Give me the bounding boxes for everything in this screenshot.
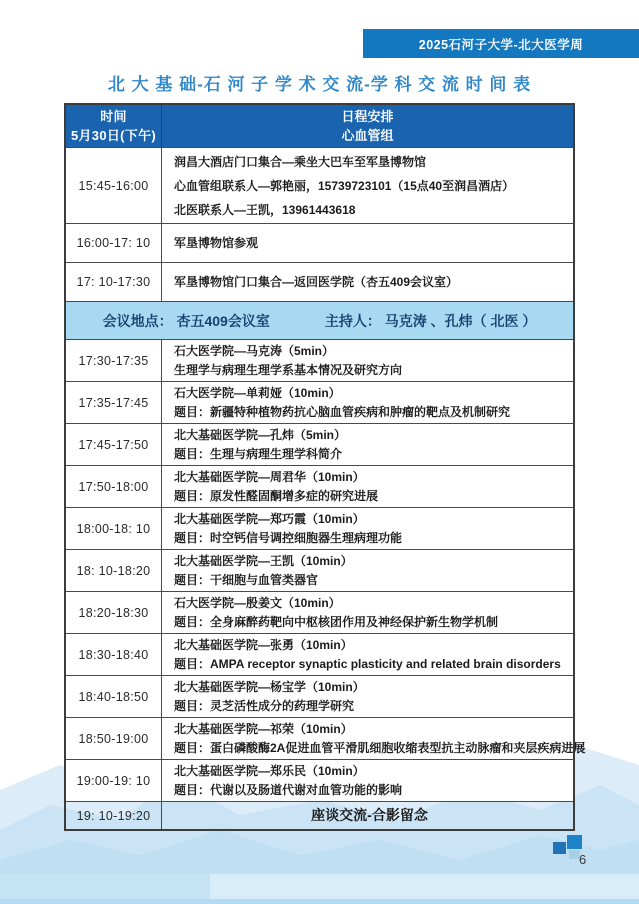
meeting-hosts: 主持人： 马克涛 、孔炜（ 北医 ） [324,312,537,329]
decor-square-bright [567,835,582,849]
schedule-row [66,801,573,829]
meeting-location: 会议地点： 杏五409会议室 [102,312,270,329]
schedule-line: 题目：灵芝活性成分的药理学研究 [174,698,355,713]
schedule-row [66,147,573,223]
row-time: 17:35-17:45 [66,382,162,423]
schedule-line: 北医联系人—王凯，13961443618 [174,202,356,217]
schedule-line: 题目：干细胞与血管类器官 [174,572,319,587]
schedule-line: 北大基础医学院—祁荣（10min） [174,721,353,736]
schedule-column-header [162,105,573,147]
page-number: 6 [579,852,587,867]
row-time: 19: 10-19:20 [66,802,162,829]
time-header-label: 时间 [100,109,127,124]
decor-square-mid [553,842,566,854]
schedule-row [66,633,573,675]
schedule-row [66,381,573,423]
schedule-header-label: 日程安排 [341,109,394,124]
footer-band-right [210,874,639,899]
schedule-line: 军垦博物馆门口集合—返回医学院（杏五409会议室） [174,274,459,289]
schedule-line: 题目：蛋白磷酸酶2A促进血管平滑肌细胞收缩表型抗主动脉瘤和夹层疾病进展 [174,740,586,755]
schedule-line: 北大基础医学院—周君华（10min） [174,469,365,484]
schedule-line: 军垦博物馆参观 [174,235,259,250]
schedule-line: 北大基础医学院—郑巧霞（10min） [174,511,365,526]
row-time: 17:45-17:50 [66,424,162,465]
time-header-date: 5月30日(下午) [70,128,157,143]
schedule-table [64,103,586,831]
schedule-row [66,591,573,633]
schedule-row [66,423,573,465]
meeting-info-row [66,301,573,339]
schedule-line: 题目：新疆特种植物药抗心脑血管疾病和肿瘤的靶点及机制研究 [174,404,511,419]
row-time: 16:00-17: 10 [66,224,162,262]
row-time: 18:40-18:50 [66,676,162,717]
row-time: 18:00-18: 10 [66,508,162,549]
schedule-line: 题目：AMPA receptor synaptic plasticity and related brain disorders [174,656,561,671]
row-time: 18:20-18:30 [66,592,162,633]
event-banner [363,29,639,58]
schedule-row [66,675,573,717]
schedule-line: 题目：生理与病理生理学科简介 [174,446,343,461]
page-title: 北 大 基 础-石 河 子 学 术 交 流-学 科 交 流 时 间 表 [107,75,532,94]
schedule-line: 题目：时空钙信号调控细胞器生理病理功能 [174,530,403,545]
row-time: 17:30-17:35 [66,340,162,381]
schedule-row [66,717,586,759]
schedule-line: 心血管组联系人—郭艳丽，15739723101（15点40至润昌酒店） [174,178,515,193]
row-time: 18:50-19:00 [66,718,162,759]
schedule-row [66,262,573,301]
schedule-line: 生理学与病理生理学系基本情况及研究方向 [174,362,403,377]
schedule-line: 北大基础医学院—杨宝学（10min） [174,679,365,694]
schedule-row [66,465,573,507]
schedule-row [66,339,573,381]
table-header-row [66,105,573,147]
row-time: 19:00-19: 10 [66,760,162,801]
event-banner-text: 2025石河子大学-北大医学周 [418,37,584,52]
time-column-header [66,105,162,147]
schedule-table-body [66,147,586,829]
schedule-row [66,223,573,262]
schedule-line: 北大基础医学院—孔炜（5min） [174,427,347,442]
schedule-line: 题目：代谢以及肠道代谢对血管功能的影响 [174,782,403,797]
schedule-line: 题目：原发性醛固酮增多症的研究进展 [174,488,379,503]
row-time: 18:30-18:40 [66,634,162,675]
schedule-line: 石大医学院—殷姜文（10min） [174,595,341,610]
schedule-line: 题目：全身麻醉药靶向中枢核团作用及神经保护新生物学机制 [174,614,499,629]
row-time: 15:45-16:00 [66,148,162,223]
schedule-line: 润昌大酒店门口集合—乘坐大巴车至军垦博物馆 [174,154,427,169]
schedule-line: 北大基础医学院—张勇（10min） [174,637,353,652]
schedule-row [66,759,573,801]
row-time: 17:50-18:00 [66,466,162,507]
schedule-row [66,549,573,591]
row-time: 18: 10-18:20 [66,550,162,591]
schedule-row [66,507,573,549]
footer-band-bottom [0,899,639,904]
schedule-header-group: 心血管组 [341,128,394,143]
closing-activity: 座谈交流-合影留念 [311,807,428,823]
schedule-line: 北大基础医学院—王凯（10min） [174,553,353,568]
schedule-line: 石大医学院—单莉娅（10min） [174,385,341,400]
row-time: 17: 10-17:30 [66,263,162,301]
schedule-line: 石大医学院—马克涛（5min） [174,343,335,358]
footer-band-left [0,874,210,899]
schedule-line: 北大基础医学院—郑乐民（10min） [174,763,365,778]
